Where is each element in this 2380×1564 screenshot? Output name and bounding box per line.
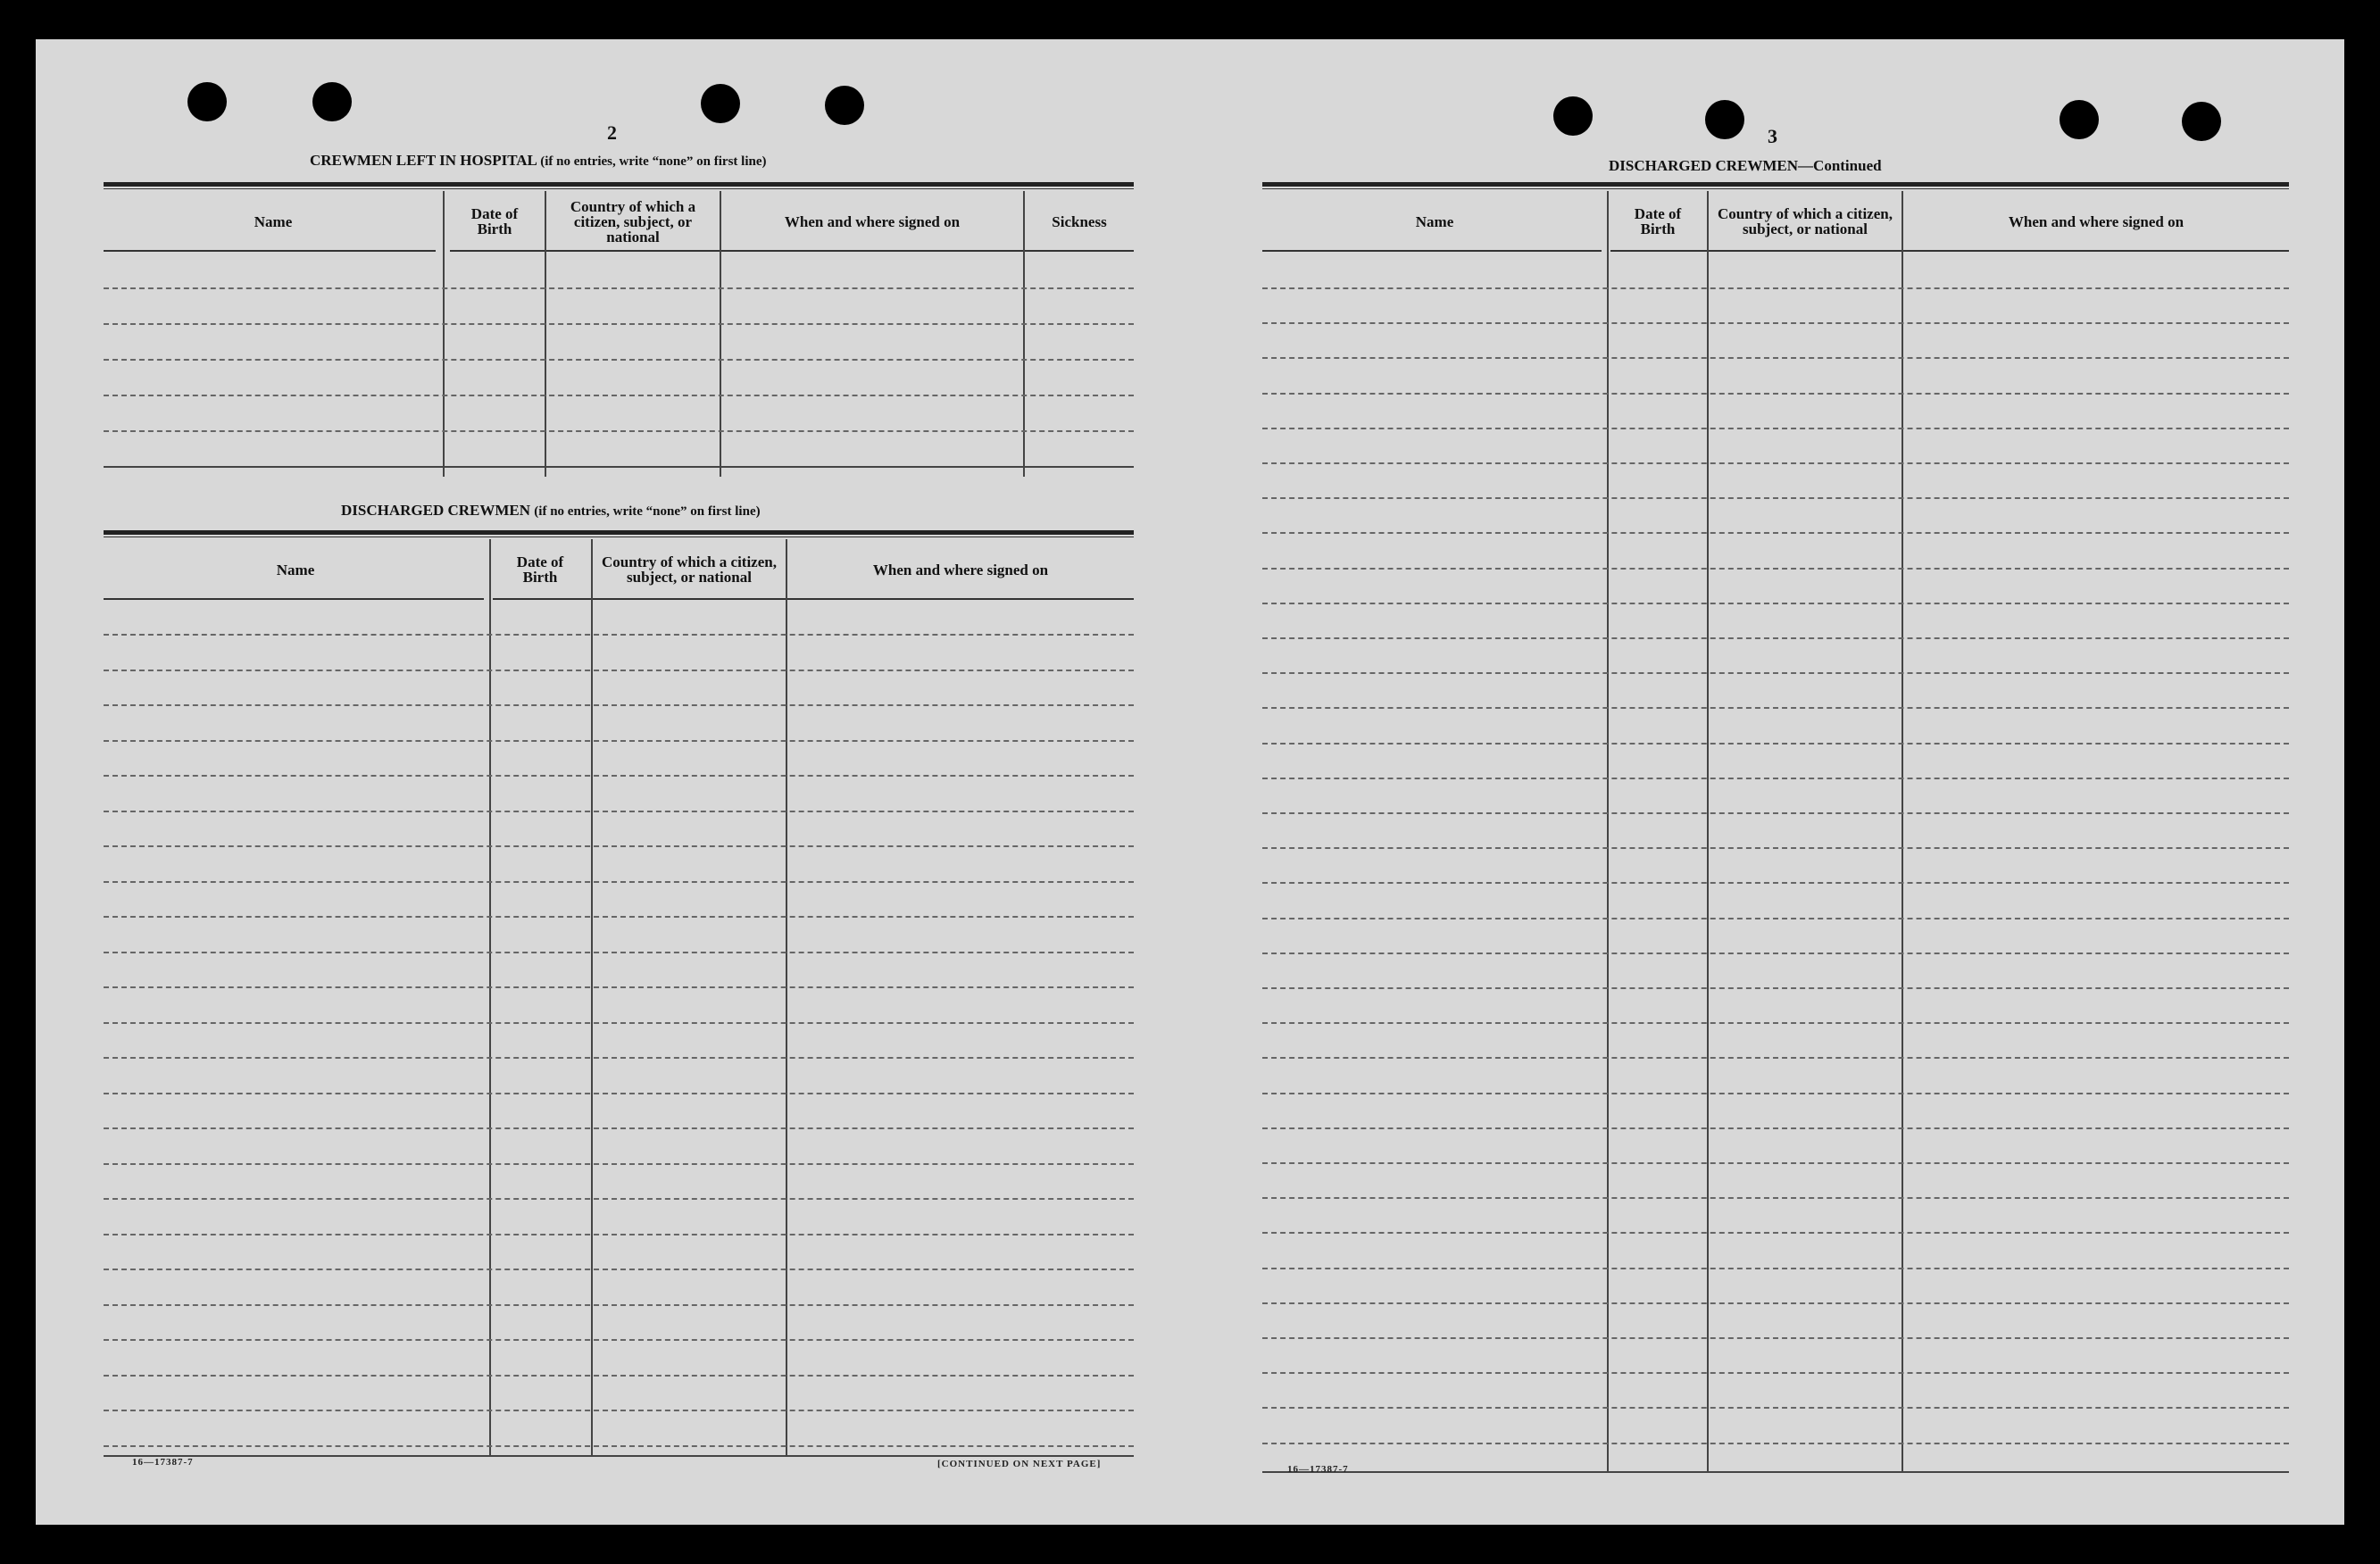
page-number-left: 2	[607, 121, 617, 144]
entry-line[interactable]	[104, 1198, 1134, 1200]
entry-line[interactable]	[104, 634, 1134, 636]
entry-line[interactable]	[1262, 672, 2289, 674]
entry-line[interactable]	[1262, 287, 2289, 289]
entry-line[interactable]	[104, 811, 1134, 812]
entry-line[interactable]	[104, 1234, 1134, 1235]
entry-line[interactable]	[104, 395, 1134, 396]
column-header-name: Name	[1415, 212, 1454, 230]
entry-line[interactable]	[1262, 812, 2289, 814]
entry-line[interactable]	[1262, 1268, 2289, 1269]
entry-line[interactable]	[1262, 918, 2289, 919]
entry-line[interactable]	[104, 1304, 1134, 1306]
entry-line[interactable]	[104, 916, 1134, 918]
entry-line[interactable]	[1262, 1232, 2289, 1234]
entry-line[interactable]	[104, 1445, 1134, 1447]
column-header-date-of-birth: Date of Birth	[470, 205, 519, 237]
column-header-name: Name	[254, 212, 293, 230]
punch-hole	[312, 82, 352, 121]
entry-line[interactable]	[104, 986, 1134, 988]
entry-line[interactable]	[104, 430, 1134, 432]
entry-line[interactable]	[1262, 1372, 2289, 1374]
column-header-sickness: Sickness	[1052, 212, 1107, 230]
entry-line[interactable]	[104, 775, 1134, 777]
column-header-country: Country of which a citizen, subject, or national	[570, 197, 696, 245]
entry-line[interactable]	[1262, 603, 2289, 604]
entry-line[interactable]	[104, 1375, 1134, 1377]
punch-hole	[825, 86, 864, 125]
entry-line[interactable]	[1262, 357, 2289, 359]
entry-line[interactable]	[1262, 462, 2289, 464]
entry-line[interactable]	[104, 323, 1134, 325]
hospital-title-text: CREWMEN LEFT IN HOSPITAL	[310, 152, 537, 169]
entry-line[interactable]	[1262, 987, 2289, 989]
punch-hole	[2182, 102, 2221, 141]
column-header-date-of-birth: Date of Birth	[1634, 205, 1682, 237]
column-header-country: Country of which a citizen, subject, or national	[1718, 205, 1893, 237]
entry-line[interactable]	[104, 1093, 1134, 1094]
entry-line[interactable]	[1262, 743, 2289, 745]
column-header-country: Country of which a citizen, subject, or national	[602, 553, 777, 586]
entry-line[interactable]	[1262, 1057, 2289, 1059]
entry-line[interactable]	[1262, 882, 2289, 884]
entry-line[interactable]	[104, 1127, 1134, 1129]
entry-line[interactable]	[1262, 393, 2289, 395]
punch-hole	[2060, 100, 2099, 139]
form-number-right: 16—17387-7	[1287, 1464, 1349, 1475]
hospital-table	[104, 182, 1134, 512]
entry-line[interactable]	[1262, 1337, 2289, 1339]
entry-line[interactable]	[1262, 1127, 2289, 1129]
entry-line[interactable]	[104, 1163, 1134, 1165]
entry-line[interactable]	[104, 704, 1134, 706]
entry-line[interactable]	[1262, 778, 2289, 779]
entry-line[interactable]	[104, 287, 1134, 289]
entry-line[interactable]	[104, 1410, 1134, 1411]
entry-line[interactable]	[104, 1022, 1134, 1024]
entry-line[interactable]	[1262, 1197, 2289, 1199]
entry-line[interactable]	[104, 670, 1134, 671]
discharged-title-note: (if no entries, write “none” on first line)	[534, 504, 761, 519]
form-sheet	[36, 39, 2344, 1525]
form-number-left: 16—17387-7	[132, 1457, 194, 1468]
entry-line[interactable]	[104, 1269, 1134, 1270]
entry-line[interactable]	[1262, 1162, 2289, 1164]
entry-line[interactable]	[104, 952, 1134, 953]
page-number-right: 3	[1768, 125, 1777, 147]
entry-line[interactable]	[1262, 322, 2289, 324]
discharged-table	[104, 530, 1134, 1494]
entry-line[interactable]	[1262, 707, 2289, 709]
punch-hole	[187, 82, 227, 121]
entry-line[interactable]	[1262, 497, 2289, 499]
discharged-title-text: DISCHARGED CREWMEN	[341, 502, 531, 519]
punch-hole	[1705, 100, 1744, 139]
entry-line[interactable]	[1262, 532, 2289, 534]
column-header-signed-on: When and where signed on	[872, 561, 1049, 578]
discharged-section-title	[341, 502, 761, 520]
entry-line[interactable]	[1262, 1407, 2289, 1409]
punch-hole	[701, 84, 740, 123]
column-header-name: Name	[276, 561, 315, 578]
punch-hole	[1553, 96, 1593, 136]
entry-line[interactable]	[104, 1339, 1134, 1341]
column-header-date-of-birth: Date of Birth	[516, 553, 564, 586]
entry-line[interactable]	[104, 881, 1134, 883]
entry-line[interactable]	[1262, 1022, 2289, 1024]
entry-line[interactable]	[1262, 1443, 2289, 1444]
entry-line[interactable]	[104, 359, 1134, 361]
column-header-signed-on: When and where signed on	[2008, 212, 2184, 230]
discharged-continued-table	[1262, 182, 2289, 1503]
entry-line[interactable]	[1262, 1302, 2289, 1304]
entry-line[interactable]	[104, 845, 1134, 847]
entry-line[interactable]	[1262, 847, 2289, 849]
discharged-continued-title: DISCHARGED CREWMEN—Continued	[1609, 157, 1882, 174]
entry-line[interactable]	[1262, 953, 2289, 954]
entry-line[interactable]	[104, 740, 1134, 742]
hospital-section-title	[310, 152, 767, 170]
entry-line[interactable]	[1262, 568, 2289, 570]
entry-line[interactable]	[1262, 1093, 2289, 1094]
entry-line[interactable]	[104, 1057, 1134, 1059]
hospital-title-note: (if no entries, write “none” on first line)	[540, 154, 767, 169]
entry-line[interactable]	[1262, 637, 2289, 639]
entry-line[interactable]	[1262, 428, 2289, 429]
continued-note: [CONTINUED ON NEXT PAGE]	[937, 1459, 1102, 1469]
column-header-signed-on: When and where signed on	[784, 212, 961, 230]
